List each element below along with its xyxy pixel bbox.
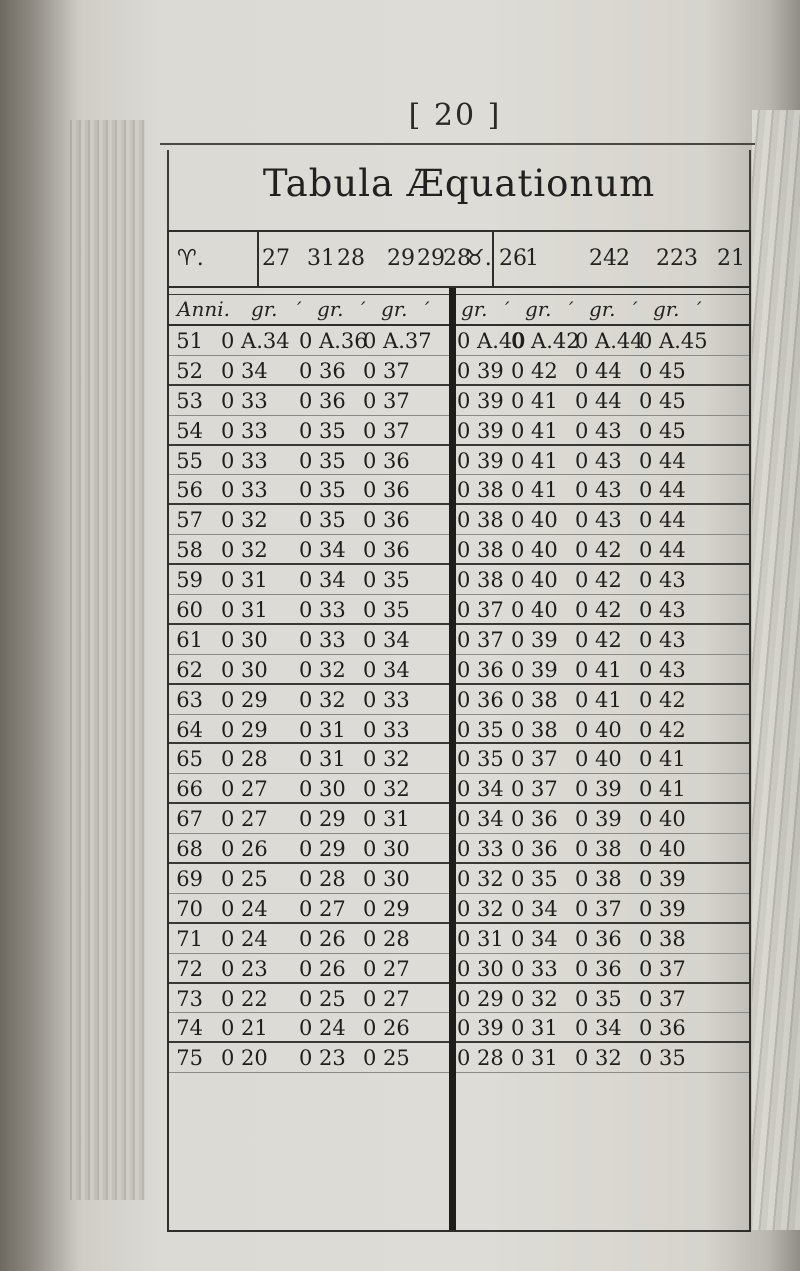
year-cell: 51 <box>176 329 203 353</box>
value-cell: 0 A.44 <box>575 329 644 353</box>
value-cell: 0 33 <box>221 388 268 413</box>
value-cell: 0 40 <box>639 837 686 862</box>
value-cell: 0 32 <box>511 986 558 1011</box>
table-row <box>169 326 749 356</box>
year-cell: 57 <box>176 508 203 533</box>
value-cell: 0 36 <box>363 478 410 503</box>
sign-degree: 29 <box>417 246 445 271</box>
value-cell: 0 30 <box>299 777 346 802</box>
year-cell: 62 <box>176 657 203 682</box>
year-cell: 60 <box>176 598 203 623</box>
value-cell: 0 42 <box>511 358 558 383</box>
value-cell: 0 41 <box>575 657 622 682</box>
value-cell: 0 32 <box>299 687 346 712</box>
table-row <box>169 954 749 984</box>
table-body <box>169 326 749 1073</box>
sign-degree: 27 <box>262 246 290 271</box>
value-cell: 0 24 <box>221 926 268 951</box>
header-min: ′ <box>633 297 638 321</box>
year-cell: 70 <box>176 896 203 921</box>
table-row <box>169 804 749 834</box>
value-cell: 0 31 <box>299 747 346 772</box>
value-cell: 0 36 <box>457 687 504 712</box>
value-cell: 0 43 <box>575 508 622 533</box>
value-cell: 0 40 <box>511 508 558 533</box>
value-cell: 0 29 <box>299 837 346 862</box>
value-cell: 0 43 <box>639 568 686 593</box>
header-gr: gr. <box>589 297 616 321</box>
value-cell: 0 37 <box>639 956 686 981</box>
value-cell: 0 34 <box>299 568 346 593</box>
value-cell: 0 37 <box>363 358 410 383</box>
sign-separator <box>257 232 259 288</box>
value-cell: 0 36 <box>363 508 410 533</box>
year-cell: 55 <box>176 448 203 473</box>
value-cell: 0 42 <box>575 538 622 563</box>
value-cell: 0 37 <box>363 388 410 413</box>
value-cell: 0 37 <box>511 747 558 772</box>
sign-degree: 21 <box>717 246 745 271</box>
value-cell: 0 42 <box>639 687 686 712</box>
sign-degree: 22 <box>656 246 684 271</box>
value-cell: 0 29 <box>363 896 410 921</box>
value-cell: 0 33 <box>363 717 410 742</box>
header-gr: gr. <box>461 297 488 321</box>
value-cell: 0 41 <box>639 747 686 772</box>
header-gr: gr. <box>653 297 680 321</box>
table-row <box>169 565 749 595</box>
value-cell: 0 37 <box>457 627 504 652</box>
value-cell: 0 41 <box>511 388 558 413</box>
sign-separator <box>492 232 494 288</box>
value-cell: 0 33 <box>299 598 346 623</box>
table-row <box>169 416 749 446</box>
value-cell: 0 39 <box>511 627 558 652</box>
value-cell: 0 41 <box>511 448 558 473</box>
year-cell: 58 <box>176 538 203 563</box>
value-cell: 0 30 <box>363 867 410 892</box>
year-cell: 71 <box>176 926 203 951</box>
value-cell: 0 29 <box>299 807 346 832</box>
sign-row <box>169 232 749 288</box>
value-cell: 0 29 <box>221 717 268 742</box>
table-row <box>169 834 749 864</box>
value-cell: 0 40 <box>511 568 558 593</box>
value-cell: 0 31 <box>511 1016 558 1041</box>
value-cell: 0 39 <box>457 358 504 383</box>
sign-degree: 28 <box>337 246 365 271</box>
value-cell: 0 35 <box>299 508 346 533</box>
value-cell: 0 44 <box>639 538 686 563</box>
header-min: ′ <box>569 297 574 321</box>
value-cell: 0 26 <box>299 926 346 951</box>
header-min: ′ <box>505 297 510 321</box>
value-cell: 0 45 <box>639 358 686 383</box>
value-cell: 0 21 <box>221 1016 268 1041</box>
table-row <box>169 595 749 625</box>
year-cell: 56 <box>176 478 203 503</box>
value-cell: 0 37 <box>639 986 686 1011</box>
sign-degree: 1 <box>525 246 539 271</box>
value-cell: 0 40 <box>511 538 558 563</box>
year-cell: 53 <box>176 388 203 413</box>
value-cell: 0 31 <box>363 807 410 832</box>
value-cell: 0 34 <box>511 926 558 951</box>
value-cell: 0 39 <box>511 657 558 682</box>
value-cell: 0 36 <box>575 956 622 981</box>
value-cell: 0 36 <box>363 538 410 563</box>
header-rule <box>160 143 755 145</box>
value-cell: 0 45 <box>639 388 686 413</box>
value-cell: 0 38 <box>457 508 504 533</box>
value-cell: 0 44 <box>639 448 686 473</box>
value-cell: 0 42 <box>639 717 686 742</box>
value-cell: 0 39 <box>639 896 686 921</box>
value-cell: 0 23 <box>299 1046 346 1071</box>
sign-degree: 2 <box>616 246 630 271</box>
table-row <box>169 446 749 476</box>
value-cell: 0 28 <box>457 1046 504 1071</box>
value-cell: 0 28 <box>221 747 268 772</box>
header-min: ′ <box>297 297 302 321</box>
value-cell: 0 22 <box>221 986 268 1011</box>
value-cell: 0 39 <box>457 448 504 473</box>
value-cell: 0 36 <box>363 448 410 473</box>
value-cell: 0 34 <box>221 358 268 383</box>
column-divider <box>449 288 456 1230</box>
table-row <box>169 984 749 1014</box>
value-cell: 0 38 <box>575 867 622 892</box>
value-cell: 0 25 <box>363 1046 410 1071</box>
value-cell: 0 36 <box>575 926 622 951</box>
page-title: Tabula Æquationum <box>262 162 656 205</box>
table-row <box>169 715 749 745</box>
value-cell: 0 33 <box>299 627 346 652</box>
value-cell: 0 36 <box>299 388 346 413</box>
value-cell: 0 A.34 <box>221 329 290 353</box>
year-cell: 64 <box>176 717 203 742</box>
value-cell: 0 30 <box>221 627 268 652</box>
value-cell: 0 35 <box>511 867 558 892</box>
value-cell: 0 28 <box>363 926 410 951</box>
value-cell: 0 A.40 <box>457 329 526 353</box>
value-cell: 0 35 <box>457 747 504 772</box>
value-cell: 0 45 <box>639 418 686 443</box>
value-cell: 0 38 <box>511 687 558 712</box>
value-cell: 0 32 <box>363 747 410 772</box>
table-row <box>169 505 749 535</box>
value-cell: 0 38 <box>639 926 686 951</box>
table-row <box>169 744 749 774</box>
year-cell: 75 <box>176 1046 203 1071</box>
value-cell: 0 35 <box>575 986 622 1011</box>
value-cell: 0 34 <box>363 627 410 652</box>
value-cell: 0 35 <box>363 598 410 623</box>
value-cell: 0 30 <box>457 956 504 981</box>
header-gr: gr. <box>317 297 344 321</box>
value-cell: 0 34 <box>575 1016 622 1041</box>
value-cell: 0 32 <box>457 867 504 892</box>
year-cell: 54 <box>176 418 203 443</box>
value-cell: 0 33 <box>511 956 558 981</box>
value-cell: 0 40 <box>639 807 686 832</box>
value-cell: 0 26 <box>299 956 346 981</box>
value-cell: 0 32 <box>299 657 346 682</box>
page-number: [ 20 ] <box>408 98 502 133</box>
value-cell: 0 A.45 <box>639 329 708 353</box>
value-cell: 0 40 <box>575 717 622 742</box>
table-row <box>169 625 749 655</box>
value-cell: 0 35 <box>639 1046 686 1071</box>
value-cell: 0 39 <box>457 1016 504 1041</box>
value-cell: 0 38 <box>457 568 504 593</box>
table-row <box>169 894 749 924</box>
header-min: ′ <box>425 297 430 321</box>
equation-table <box>167 230 751 1232</box>
value-cell: 0 44 <box>639 478 686 503</box>
table-row <box>169 386 749 416</box>
value-cell: 0 44 <box>575 388 622 413</box>
sign-degree: 31 <box>307 246 335 271</box>
value-cell: 0 33 <box>363 687 410 712</box>
value-cell: 0 38 <box>457 538 504 563</box>
year-cell: 59 <box>176 568 203 593</box>
value-cell: 0 31 <box>457 926 504 951</box>
year-cell: 61 <box>176 627 203 652</box>
value-cell: 0 39 <box>575 807 622 832</box>
value-cell: 0 26 <box>363 1016 410 1041</box>
taurus-sign: ♉︎. <box>465 246 492 271</box>
value-cell: 0 A.37 <box>363 329 432 353</box>
table-row <box>169 475 749 505</box>
header-gr: gr. <box>251 297 278 321</box>
value-cell: 0 27 <box>221 807 268 832</box>
value-cell: 0 25 <box>221 867 268 892</box>
table-row <box>169 924 749 954</box>
value-cell: 0 36 <box>511 837 558 862</box>
value-cell: 0 26 <box>221 837 268 862</box>
value-cell: 0 38 <box>575 837 622 862</box>
value-cell: 0 36 <box>457 657 504 682</box>
page-edges <box>752 110 800 1230</box>
value-cell: 0 39 <box>457 418 504 443</box>
table-row <box>169 1043 749 1073</box>
value-cell: 0 35 <box>299 418 346 443</box>
value-cell: 0 33 <box>221 448 268 473</box>
value-cell: 0 44 <box>639 508 686 533</box>
value-cell: 0 31 <box>511 1046 558 1071</box>
value-cell: 0 39 <box>639 867 686 892</box>
value-cell: 0 42 <box>575 598 622 623</box>
aries-sign: ♈︎. <box>177 246 204 271</box>
value-cell: 0 44 <box>575 358 622 383</box>
value-cell: 0 43 <box>575 448 622 473</box>
value-cell: 0 35 <box>457 717 504 742</box>
value-cell: 0 27 <box>221 777 268 802</box>
value-cell: 0 43 <box>639 657 686 682</box>
value-cell: 0 27 <box>363 956 410 981</box>
value-cell: 0 37 <box>363 418 410 443</box>
value-cell: 0 34 <box>363 657 410 682</box>
sign-degree: 24 <box>589 246 617 271</box>
header-anni: Anni. <box>177 297 230 321</box>
value-cell: 0 27 <box>299 896 346 921</box>
value-cell: 0 40 <box>575 747 622 772</box>
value-cell: 0 42 <box>575 568 622 593</box>
value-cell: 0 32 <box>221 508 268 533</box>
year-cell: 63 <box>176 687 203 712</box>
value-cell: 0 31 <box>221 598 268 623</box>
value-cell: 0 28 <box>299 867 346 892</box>
header-min: ′ <box>361 297 366 321</box>
value-cell: 0 29 <box>457 986 504 1011</box>
value-cell: 0 30 <box>221 657 268 682</box>
table-row <box>169 685 749 715</box>
value-cell: 0 33 <box>221 418 268 443</box>
value-cell: 0 23 <box>221 956 268 981</box>
value-cell: 0 43 <box>639 627 686 652</box>
title-box <box>167 150 751 230</box>
value-cell: 0 42 <box>575 627 622 652</box>
year-cell: 72 <box>176 956 203 981</box>
value-cell: 0 33 <box>221 478 268 503</box>
value-cell: 0 34 <box>457 807 504 832</box>
value-cell: 0 34 <box>511 896 558 921</box>
year-cell: 73 <box>176 986 203 1011</box>
book-gutter <box>70 120 145 1200</box>
column-header <box>169 294 749 326</box>
header-min: ′ <box>697 297 702 321</box>
table-row <box>169 774 749 804</box>
table-row <box>169 535 749 565</box>
value-cell: 0 37 <box>457 598 504 623</box>
value-cell: 0 41 <box>511 418 558 443</box>
value-cell: 0 34 <box>299 538 346 563</box>
value-cell: 0 36 <box>639 1016 686 1041</box>
sign-degree: 28 <box>443 246 471 271</box>
year-cell: 68 <box>176 837 203 862</box>
value-cell: 0 41 <box>511 478 558 503</box>
value-cell: 0 38 <box>457 478 504 503</box>
value-cell: 0 24 <box>299 1016 346 1041</box>
value-cell: 0 31 <box>299 717 346 742</box>
value-cell: 0 37 <box>575 896 622 921</box>
year-cell: 66 <box>176 777 203 802</box>
header-gr: gr. <box>525 297 552 321</box>
value-cell: 0 36 <box>511 807 558 832</box>
value-cell: 0 35 <box>363 568 410 593</box>
value-cell: 0 34 <box>457 777 504 802</box>
sign-degree: 3 <box>684 246 698 271</box>
value-cell: 0 38 <box>511 717 558 742</box>
value-cell: 0 36 <box>299 358 346 383</box>
value-cell: 0 A.42 <box>511 329 580 353</box>
value-cell: 0 41 <box>575 687 622 712</box>
value-cell: 0 32 <box>363 777 410 802</box>
value-cell: 0 35 <box>299 478 346 503</box>
value-cell: 0 25 <box>299 986 346 1011</box>
table-row <box>169 864 749 894</box>
year-cell: 65 <box>176 747 203 772</box>
table-row <box>169 356 749 386</box>
value-cell: 0 32 <box>457 896 504 921</box>
value-cell: 0 35 <box>299 448 346 473</box>
value-cell: 0 39 <box>457 388 504 413</box>
value-cell: 0 A.36 <box>299 329 368 353</box>
value-cell: 0 32 <box>221 538 268 563</box>
value-cell: 0 30 <box>363 837 410 862</box>
value-cell: 0 27 <box>363 986 410 1011</box>
value-cell: 0 33 <box>457 837 504 862</box>
year-cell: 74 <box>176 1016 203 1041</box>
sign-degree: 29 <box>387 246 415 271</box>
value-cell: 0 43 <box>575 418 622 443</box>
value-cell: 0 43 <box>575 478 622 503</box>
year-cell: 52 <box>176 358 203 383</box>
value-cell: 0 41 <box>639 777 686 802</box>
value-cell: 0 37 <box>511 777 558 802</box>
value-cell: 0 40 <box>511 598 558 623</box>
value-cell: 0 32 <box>575 1046 622 1071</box>
year-cell: 67 <box>176 807 203 832</box>
table-row <box>169 655 749 685</box>
year-cell: 69 <box>176 867 203 892</box>
table-row <box>169 1013 749 1043</box>
value-cell: 0 20 <box>221 1046 268 1071</box>
header-gr: gr. <box>381 297 408 321</box>
value-cell: 0 39 <box>575 777 622 802</box>
value-cell: 0 31 <box>221 568 268 593</box>
sign-degree: 26 <box>499 246 527 271</box>
value-cell: 0 43 <box>639 598 686 623</box>
value-cell: 0 29 <box>221 687 268 712</box>
value-cell: 0 24 <box>221 896 268 921</box>
